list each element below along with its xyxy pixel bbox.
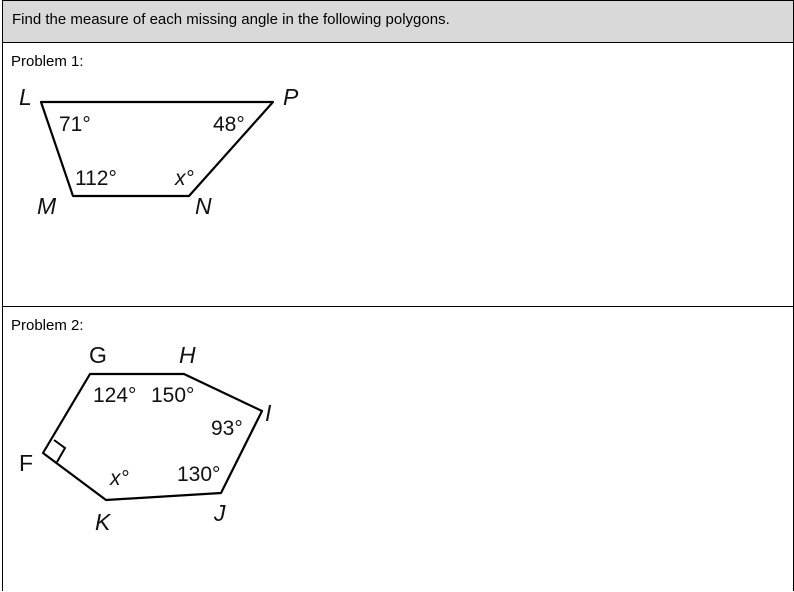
angle-i-label: 93° xyxy=(211,417,243,440)
problem-2-label: Problem 2: xyxy=(11,317,84,334)
angle-m-label: 112° xyxy=(75,167,117,190)
vertex-m-label: M xyxy=(37,193,57,219)
angle-k-label: x° xyxy=(110,467,129,490)
problem-2-figure xyxy=(3,307,793,592)
problem-1-figure xyxy=(3,43,793,306)
problem-2-cell xyxy=(3,307,793,592)
instructions-text: Find the measure of each missing angle in the following polygons. xyxy=(12,11,450,28)
vertex-i-label: I xyxy=(265,400,272,426)
worksheet-table xyxy=(2,0,794,591)
vertex-g-label: G xyxy=(89,342,107,368)
vertex-k-label: K xyxy=(95,509,111,535)
angle-n-label: x° xyxy=(175,167,194,190)
vertex-j-label: J xyxy=(214,500,226,526)
vertex-l-label: L xyxy=(19,84,32,110)
angle-p-label: 48° xyxy=(213,113,245,136)
problem-1-cell xyxy=(3,43,793,307)
instructions-header xyxy=(3,1,793,43)
problem-1-label: Problem 1: xyxy=(11,53,84,70)
angle-j-label: 130° xyxy=(177,463,221,486)
vertex-n-label: N xyxy=(195,193,212,219)
right-angle-marker xyxy=(54,440,65,462)
vertex-h-label: H xyxy=(179,342,196,368)
angle-h-label: 150° xyxy=(151,384,195,407)
angle-l-label: 71° xyxy=(59,113,91,136)
vertex-f-label: F xyxy=(19,450,34,476)
angle-g-label: 124° xyxy=(93,384,137,407)
vertex-p-label: P xyxy=(283,84,299,110)
